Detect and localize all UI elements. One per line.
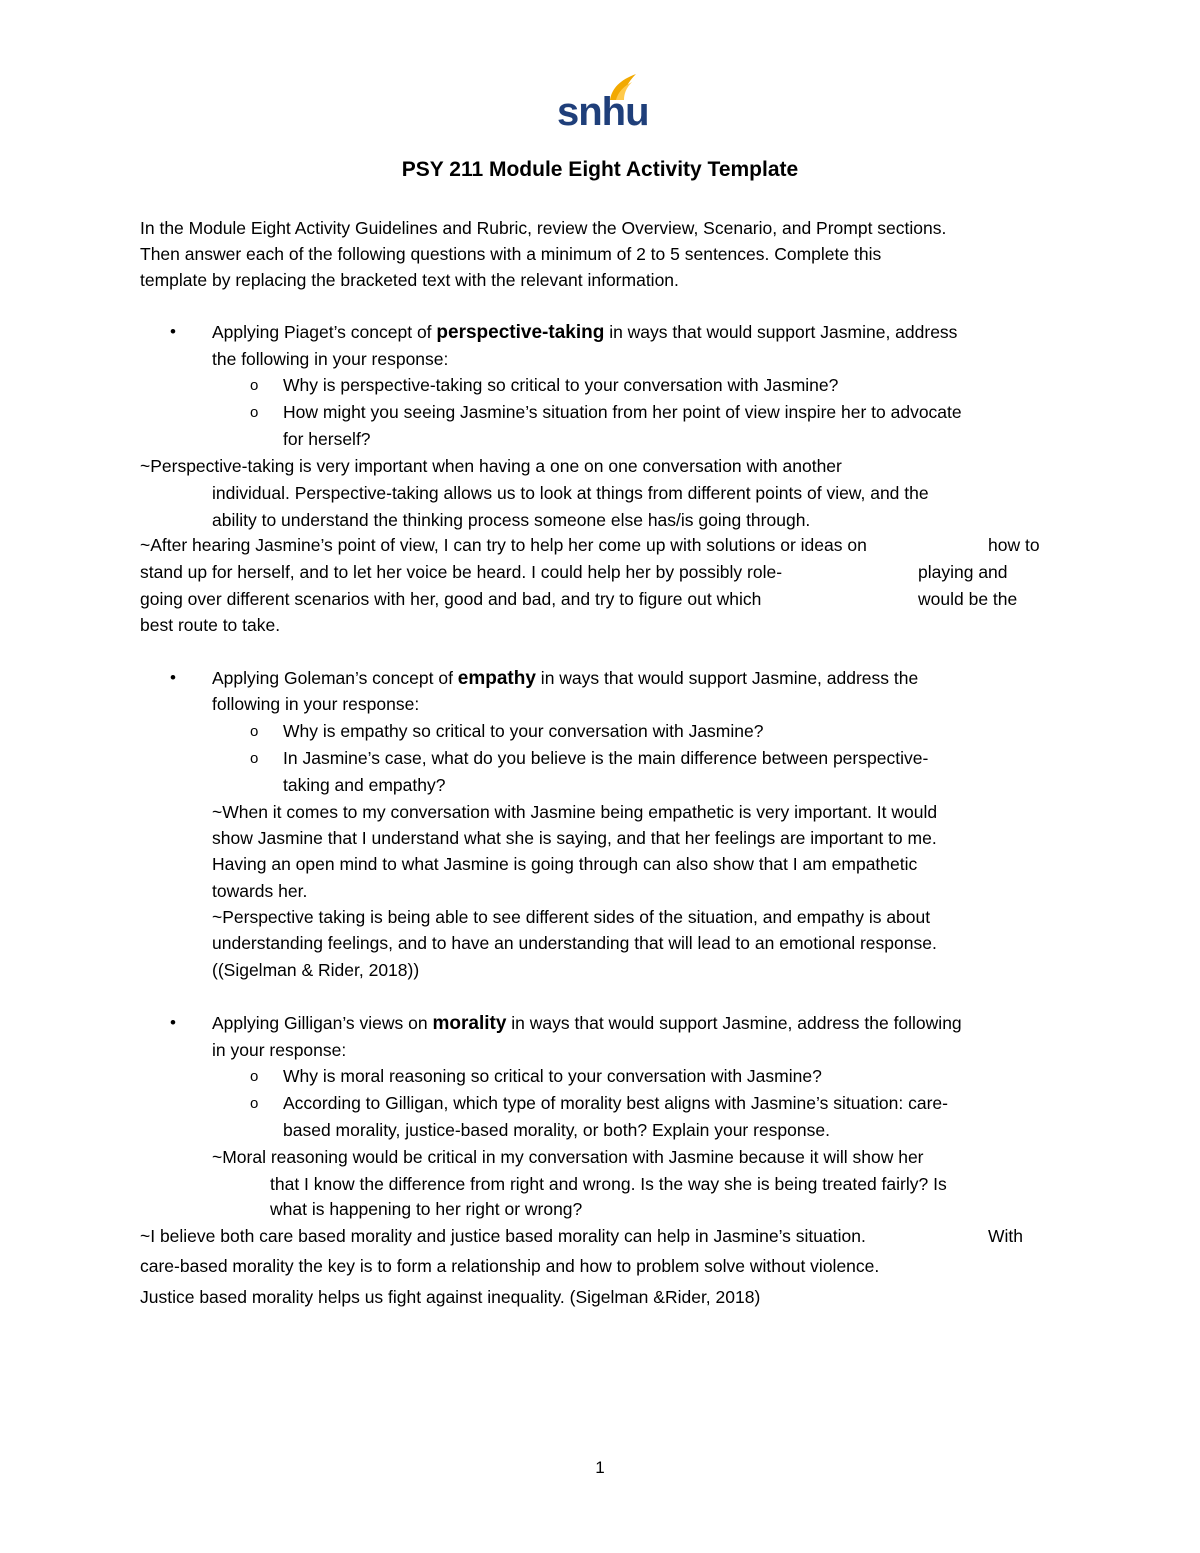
intro-line-1: In the Module Eight Activity Guidelines and Rubric, review the Overview, Scenario, and Prompt sections. (140, 218, 947, 238)
s3-prompt (212, 1013, 962, 1035)
sub-bullet-icon: o (250, 404, 259, 421)
s1-question-1: Why is perspective-taking so critical to your conversation with Jasmine? (283, 375, 839, 395)
s2-question-2: In Jasmine’s case, what do you believe is the main difference between perspective- (283, 748, 929, 768)
s2-prompt (212, 668, 918, 690)
s1-post: in ways that would support Jasmine, address (604, 322, 958, 342)
s3-answer-line: care-based morality the key is to form a relationship and how to problem solve without violence. (140, 1256, 880, 1276)
s3-prompt-line2: in your response: (212, 1040, 347, 1060)
s3-pre: Applying Gilligan’s views on (212, 1013, 433, 1033)
s1-answer-fragment: how to (988, 535, 1040, 555)
logo-text: snhu (557, 90, 649, 134)
bullet-icon: • (170, 322, 176, 341)
sub-bullet-icon: o (250, 1068, 259, 1085)
s3-answer-line: what is happening to her right or wrong? (270, 1199, 583, 1219)
s2-answer-line: show Jasmine that I understand what she is saying, and that her feelings are important to me. (212, 828, 937, 848)
s1-question-2: How might you seeing Jasmine’s situation from her point of view inspire her to advocate (283, 402, 962, 422)
s3-answer-line: ~Moral reasoning would be critical in my conversation with Jasmine because it will show her (212, 1147, 924, 1167)
s3-keyword: morality (432, 1013, 507, 1034)
s1-answer-line: ~After hearing Jasmine’s point of view, I can try to help her come up with solutions or ideas on (140, 535, 867, 555)
s2-keyword: empathy (457, 668, 536, 689)
s2-answer-line: understanding feelings, and to have an understanding that will lead to an emotional response. (212, 933, 937, 953)
sub-bullet-icon: o (250, 1095, 259, 1112)
snhu-logo (550, 70, 650, 136)
s2-citation: ((Sigelman & Rider, 2018)) (212, 960, 420, 980)
s3-post: in ways that would support Jasmine, address the following (506, 1013, 962, 1033)
s2-answer-line: Having an open mind to what Jasmine is going through can also show that I am empathetic (212, 854, 918, 874)
s2-pre: Applying Goleman’s concept of (212, 668, 458, 688)
s3-question-1: Why is moral reasoning so critical to your conversation with Jasmine? (283, 1066, 822, 1086)
sub-bullet-icon: o (250, 377, 259, 394)
intro-line-3: template by replacing the bracketed text with the relevant information. (140, 270, 679, 290)
s1-answer-fragment: playing and (918, 562, 1008, 582)
s2-question-2-cont: taking and empathy? (283, 775, 446, 795)
s2-answer-line: towards her. (212, 881, 308, 901)
s1-prompt-line2: the following in your response: (212, 349, 449, 369)
s3-question-2-cont: based morality, justice-based morality, or both? Explain your response. (283, 1120, 830, 1140)
s1-answer-fragment: would be the (918, 589, 1018, 609)
page-title: PSY 211 Module Eight Activity Template (401, 158, 799, 181)
s1-answer-line: ~Perspective-taking is very important when having a one on one conversation with another (140, 456, 842, 476)
intro-line-2: Then answer each of the following questions with a minimum of 2 to 5 sentences. Complete this (140, 244, 882, 264)
s2-question-1: Why is empathy so critical to your conversation with Jasmine? (283, 721, 764, 741)
s1-answer-line: individual. Perspective-taking allows us to look at things from different points of view, and the (212, 483, 929, 503)
s1-answer-line: best route to take. (140, 615, 281, 635)
bullet-icon: • (170, 1013, 176, 1032)
s1-keyword: perspective-taking (436, 322, 605, 343)
sub-bullet-icon: o (250, 750, 259, 767)
s3-question-2: According to Gilligan, which type of morality best aligns with Jasmine’s situation: care- (283, 1093, 948, 1113)
s3-answer-line: that I know the difference from right and wrong. Is the way she is being treated fairly? Is (270, 1174, 947, 1194)
bullet-icon: • (170, 668, 176, 687)
s2-prompt-line2: following in your response: (212, 694, 420, 714)
page-number: 1 (595, 1458, 605, 1477)
s2-answer-line: ~Perspective taking is being able to see different sides of the situation, and empathy is about (212, 907, 931, 927)
s1-pre: Applying Piaget’s concept of (212, 322, 437, 342)
s3-answer-line: ~I believe both care based morality and justice based morality can help in Jasmine’s situation. (140, 1226, 866, 1246)
s2-answer-line: ~When it comes to my conversation with Jasmine being empathetic is very important. It would (212, 802, 938, 822)
s1-prompt (212, 322, 957, 344)
s3-answer-line: Justice based morality helps us fight against inequality. (Sigelman &Rider, 2018) (140, 1287, 761, 1307)
s1-answer-line: going over different scenarios with her, good and bad, and try to figure out which (140, 589, 762, 609)
s1-question-2-cont: for herself? (283, 429, 371, 449)
s2-post: in ways that would support Jasmine, address the (535, 668, 919, 688)
s3-answer-fragment: With (988, 1226, 1023, 1246)
s1-answer-line: ability to understand the thinking process someone else has/is going through. (212, 510, 811, 530)
s1-answer-line: stand up for herself, and to let her voice be heard. I could help her by possibly role- (140, 562, 783, 582)
sub-bullet-icon: o (250, 723, 259, 740)
